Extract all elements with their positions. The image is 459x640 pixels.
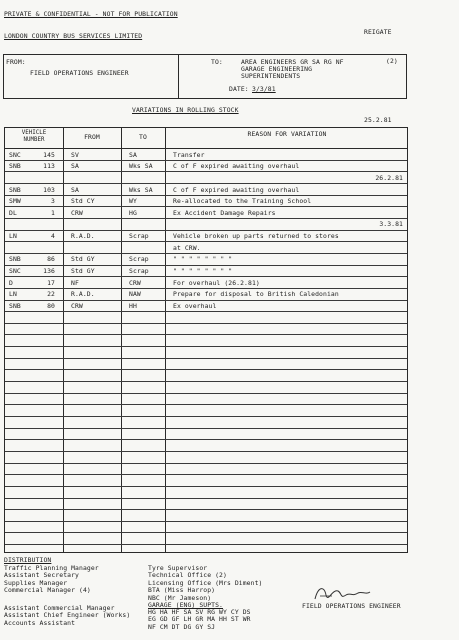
row-rule	[5, 241, 407, 242]
reason-cell: " " " " " " " "	[173, 255, 233, 264]
row-rule	[5, 253, 407, 254]
distribution-item: BTA (Miss Harrop)	[148, 586, 216, 595]
garage-heading: GARAGE (ENG) SUPTS.	[148, 601, 224, 609]
to-cell: Wks SA	[129, 162, 153, 171]
vehicle-number: 22	[47, 290, 55, 299]
row-rule	[5, 498, 407, 499]
location: REIGATE	[364, 28, 392, 36]
row-rule	[5, 171, 407, 172]
reason-cell: C of F expired awaiting overhaul	[173, 162, 300, 171]
vehicle-number: 145	[43, 150, 55, 159]
column-divider	[165, 128, 166, 552]
row-rule	[5, 323, 407, 324]
vehicle-code: SNB	[9, 162, 21, 171]
reason-cell: Transfer	[173, 150, 205, 159]
row-rule	[5, 311, 407, 312]
from-cell: CRW	[71, 208, 83, 217]
date-cell: 3.3.81	[379, 220, 403, 229]
date-cell: 26.2.81	[375, 173, 403, 182]
distribution-item: Traffic Planning Manager	[4, 564, 99, 572]
to-cell: HG	[129, 208, 137, 217]
distribution-item: NBC (Mr Jameson)	[148, 593, 212, 602]
from-label: FROM:	[6, 58, 26, 66]
from-cell: R.A.D.	[71, 232, 95, 240]
reason-cell: Re-allocated to the Training School	[173, 197, 312, 206]
to-cell: SA	[129, 150, 137, 159]
reason-cell: Prepare for disposal to British Caledonian	[173, 290, 339, 299]
row-rule	[5, 206, 407, 207]
row-rule	[5, 451, 407, 452]
to-cell: Scrap	[129, 267, 149, 275]
row-rule	[5, 369, 407, 370]
memo-date: 3/3/81	[252, 85, 276, 93]
to-line: GARAGE ENGINEERING	[241, 65, 313, 73]
to-cell: Wks SA	[129, 185, 153, 194]
reason-cell: at CRW.	[173, 243, 201, 252]
memo-header-divider	[178, 55, 179, 98]
vehicle-number: 86	[47, 255, 55, 264]
distribution-item: Commercial Manager (4)	[4, 586, 91, 595]
distribution-item: Accounts Assistant	[4, 618, 76, 627]
row-rule	[5, 358, 407, 359]
reason-cell: " " " " " " " "	[173, 267, 233, 275]
row-rule	[5, 265, 407, 266]
row-rule	[5, 439, 407, 440]
vehicle-number: 17	[47, 278, 55, 287]
vehicle-number: 113	[43, 162, 55, 171]
header-to: TO	[139, 133, 147, 141]
date-label: DATE:	[229, 85, 249, 93]
garage-codes: EG GD GF LH GR MA HH ST WR	[148, 615, 251, 624]
title-date: 25.2.81	[364, 116, 392, 124]
row-rule	[5, 195, 407, 196]
reason-cell: Vehicle broken up parts returned to stores	[173, 232, 339, 240]
row-rule	[5, 532, 407, 533]
distribution-item: Supplies Manager	[4, 578, 68, 587]
header-number: NUMBER	[23, 137, 45, 143]
confidential-notice: PRIVATE & CONFIDENTIAL - NOT FOR PUBLICATION	[4, 10, 178, 18]
distribution-item: Licensing Office (Mrs Diment)	[148, 578, 263, 587]
header-vehicle: VEHICLE	[21, 130, 47, 136]
memo-header-box	[3, 54, 407, 99]
reason-cell: Ex overhaul	[173, 302, 217, 310]
company-name: LONDON COUNTRY BUS SERVICES LIMITED	[4, 32, 143, 40]
from-cell: NF	[71, 278, 79, 287]
row-rule	[5, 544, 407, 545]
row-rule	[5, 276, 407, 277]
from-cell: Std GY	[71, 267, 95, 275]
vehicle-code: D	[9, 278, 13, 287]
page-number: (2)	[386, 57, 398, 65]
from-cell: Std GY	[71, 255, 95, 264]
row-rule	[5, 230, 407, 231]
vehicle-code: SMW	[9, 197, 21, 206]
row-rule	[5, 288, 407, 289]
vehicle-number: 1	[51, 208, 55, 217]
from-cell: R.A.D.	[71, 290, 95, 299]
page-title: VARIATIONS IN ROLLING STOCK	[132, 106, 239, 114]
to-cell: HH	[129, 302, 137, 310]
row-rule	[5, 346, 407, 347]
row-rule	[5, 486, 407, 487]
from-cell: Std CY	[71, 197, 95, 206]
reason-cell: Ex Accident Damage Repairs	[173, 208, 276, 217]
vehicle-code: LN	[9, 290, 17, 299]
vehicle-code: SNC	[9, 150, 21, 159]
vehicle-code: SNC	[9, 267, 21, 275]
vehicle-code: SNB	[9, 185, 21, 194]
to-cell: Scrap	[129, 232, 149, 240]
from-value: FIELD OPERATIONS ENGINEER	[30, 69, 129, 77]
to-cell: Scrap	[129, 255, 149, 264]
column-divider	[121, 128, 122, 552]
reason-cell: For overhaul (26.2.81)	[173, 278, 260, 287]
garage-codes: HG HA HF SA SV RG WY CY DS	[148, 608, 251, 616]
row-rule	[5, 463, 407, 464]
row-rule	[5, 509, 407, 510]
row-rule	[5, 428, 407, 429]
distribution-item: Assistant Chief Engineer (Works)	[4, 611, 131, 620]
row-rule	[5, 148, 407, 149]
to-label: TO:	[211, 58, 223, 66]
vehicle-number: 80	[47, 302, 55, 310]
distribution-item: Technical Office (2)	[148, 571, 227, 580]
signature-title: FIELD OPERATIONS ENGINEER	[302, 602, 401, 610]
from-cell: SV	[71, 150, 79, 159]
vehicle-number: 3	[51, 197, 55, 206]
vehicle-number: 103	[43, 185, 55, 194]
vehicle-number: 136	[43, 267, 55, 275]
vehicle-number: 4	[51, 232, 55, 240]
vehicle-code: SNB	[9, 302, 21, 310]
distribution-item: Tyre Supervisor	[148, 564, 208, 572]
row-rule	[5, 334, 407, 335]
to-cell: NAW	[129, 290, 141, 299]
from-cell: SA	[71, 185, 79, 194]
to-line: SUPERINTENDENTS	[241, 72, 301, 80]
rolling-stock-table	[4, 127, 408, 553]
row-rule	[5, 381, 407, 382]
to-cell: CRW	[129, 278, 141, 287]
reason-cell: C of F expired awaiting overhaul	[173, 185, 300, 194]
to-line: AREA ENGINEERS GR SA RG NF	[241, 58, 344, 66]
to-cell: WY	[129, 197, 137, 206]
row-rule	[5, 218, 407, 219]
row-rule	[5, 521, 407, 522]
row-rule	[5, 474, 407, 475]
from-cell: CRW	[71, 302, 83, 310]
vehicle-code: SNB	[9, 255, 21, 264]
distribution-item: Assistant Commercial Manager	[4, 604, 115, 612]
distribution-heading: DISTRIBUTION	[4, 556, 52, 564]
garage-codes: NF CM DT DG GY SJ	[148, 622, 216, 631]
header-from: FROM	[84, 133, 100, 141]
row-rule	[5, 393, 407, 394]
row-rule	[5, 160, 407, 161]
vehicle-code: DL	[9, 208, 17, 217]
row-rule	[5, 404, 407, 405]
column-divider	[63, 128, 64, 552]
distribution-item: Assistant Secretary	[4, 571, 80, 580]
row-rule	[5, 300, 407, 301]
row-rule	[5, 416, 407, 417]
from-cell: SA	[71, 162, 79, 171]
vehicle-code: LN	[9, 232, 17, 240]
header-reason: REASON FOR VARIATION	[247, 130, 327, 138]
row-rule	[5, 183, 407, 184]
